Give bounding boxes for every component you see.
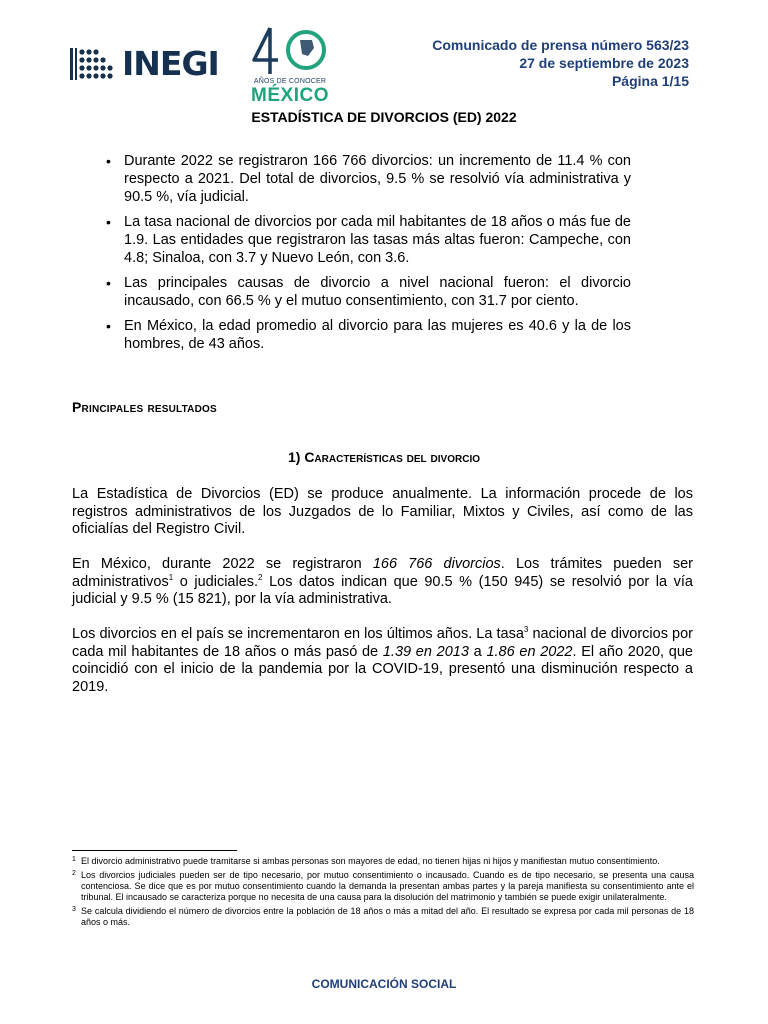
list-item: • Las principales causas de divorcio a nivel nacional fueron: el divorcio incausado, con 66.5 % y el mutuo consentimiento, con 31.7 por ciento. [106,275,631,309]
footnote: 2 Los divorcios judiciales pueden ser de tipo necesario, por mutuo consentimiento o incausado. Cuando es de tipo necesario, se presenta una causa contenciosa. Se dice que es por mutuo consentimiento cuando la demanda la presentan ambas partes y la pareja manifiesta su consentimiento ante el tribunal. El incausado se caracteriza porque no necesita de una causa para la disolución del matrimonio y también se puede exigir unilateralmente. [72,870,694,902]
bullet-icon: • [106,153,111,169]
paragraph-trend: Los divorcios en el país se incrementaron en los últimos años. La tasa$^3$ nacional de divorcios por cada mil habitantes de 18 años o más pasó de 1.39 en 2013 a 1.86 en 2022. El año 2020, que coincidió con el inicio de la pandemia por la COVID-19, presentó una disminución respecto a 2019. [72,625,693,695]
forty-years-logo [248,26,332,106]
footnote-ref[interactable]: 1 [168,572,174,582]
list-item: • Durante 2022 se registraron 166 766 divorcios: un incremento de 11.4 % con respecto a 2021. Del total de divorcios, 9.5 % se resolvió vía administrativa y 90.5 %, vía judicial. [106,153,631,205]
paragraph-intro: La Estadística de Divorcios (ED) se produce anualmente. La información procede de los registros administrativos de los Juzgados de lo Familiar, Mixtos y Civiles, así como de las oficialías del Registro Civil. [72,486,693,537]
inegi-wordmark: INEGI [122,44,219,83]
bullet-icon: • [106,214,111,230]
press-release-date: 27 de septiembre de 2023 [519,55,689,71]
inegi-logo [70,44,220,84]
press-release-info [432,36,689,90]
list-item: • La tasa nacional de divorcios por cada mil habitantes de 18 años o más fue de 1.9. Las entidades que registraron las tasas más altas fueron: Campeche, con 4.8; Sinaloa, con 3.7 y Nuevo León, con 3.6. [106,214,631,266]
footnote: 1 El divorcio administrativo puede tramitarse si ambas personas son mayores de edad, no tienen hijas ni hijos y manifiestan mutuo consentimiento. [72,856,660,866]
bullet-icon: • [106,318,111,334]
page-indicator: Página 1/15 [611,73,689,89]
list-item: • En México, la edad promedio al divorcio para las mujeres es 40.6 y la de los hombres, de 43 años. [106,318,631,352]
footnote-divider [72,850,237,851]
bullet-icon: • [106,275,111,291]
footnote-ref[interactable]: 2 [258,572,263,582]
footnotes [72,856,694,931]
press-release-number: Comunicado de prensa número 563/23 [432,37,689,53]
highlights-list [104,152,631,360]
footnote: 3 Se calcula dividiendo el número de divorcios entre la población de 18 años o más a mitad del año. El resultado se expresa por cada mil personas de 18 años o más. [72,906,694,927]
logo-mexico-text: MÉXICO [251,85,329,106]
footer-department: COMUNICACIÓN SOCIAL [311,977,457,991]
document-title: ESTADÍSTICA DE DIVORCIOS (ED) 2022 [251,109,517,125]
paragraph-totals: En México, durante 2022 se registraron 166 766 divorcios. Los trámites pueden ser administrativos$^1$ o judiciales.$^2$ Los datos indican que 90.5 % (150 945) se resolvió por la vía judicial y 9.5 % (15 821), por la vía administrativa. [72,556,693,607]
forty-emblem-icon [248,26,332,78]
subsection-heading: 1) Características del divorcio [287,449,480,465]
logo-years-text: AÑOS DE CONOCER [253,78,327,85]
section-heading: Principales resultados [72,399,217,415]
footnote-ref[interactable]: 3 [523,625,529,634]
inegi-dots-icon [70,48,118,80]
